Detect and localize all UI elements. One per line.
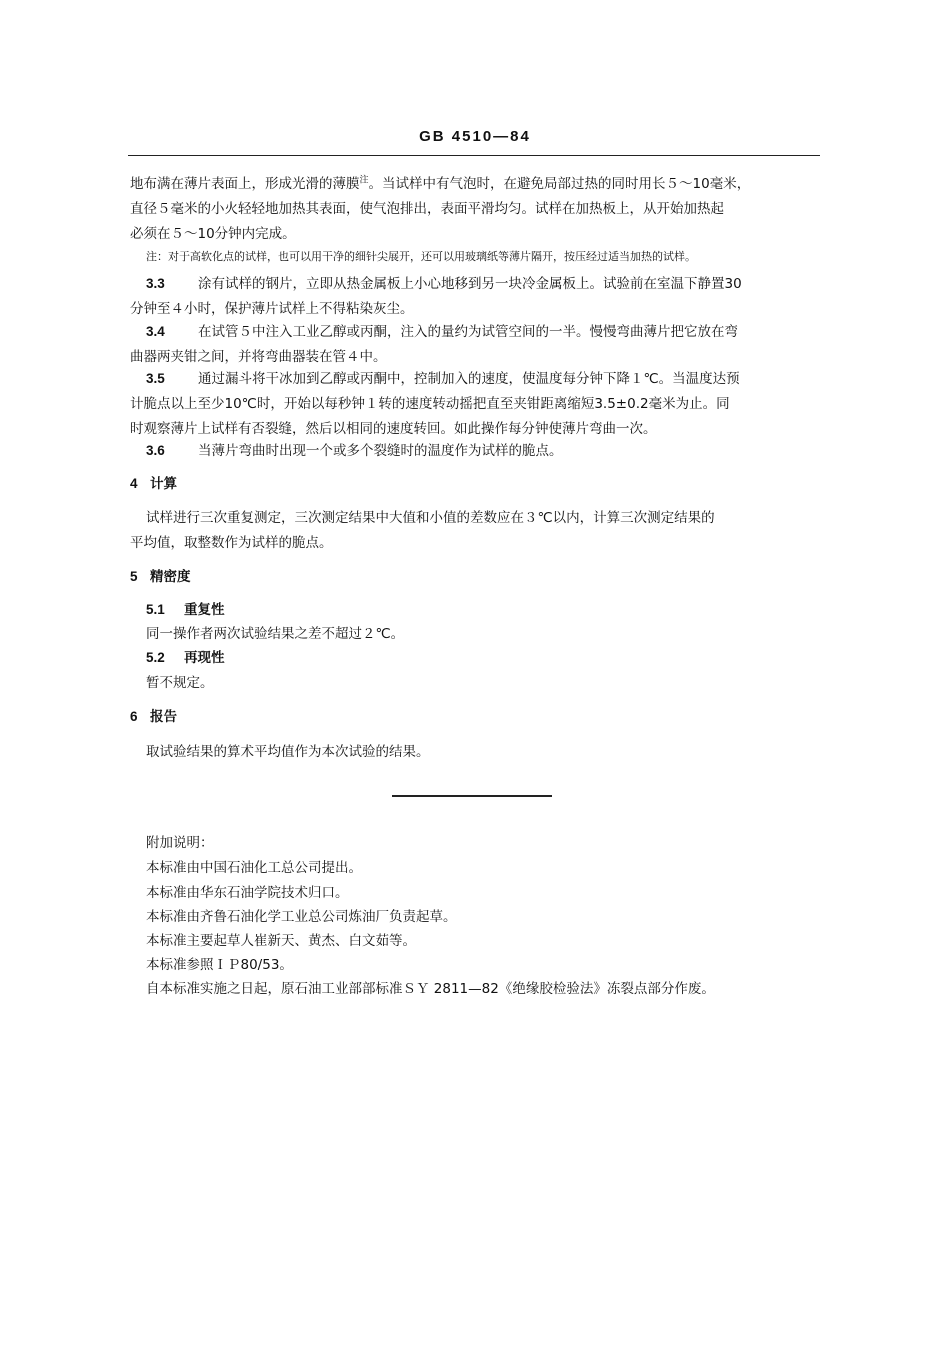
appendix-title: 附加说明：	[146, 835, 214, 851]
header-rule	[128, 155, 820, 156]
clause-3-3	[130, 271, 820, 322]
section-number: 4	[130, 476, 138, 491]
appendix-line: 本标准由齐鲁石油化学工业总公司炼油厂负责起草。	[146, 909, 457, 925]
standard-code-header: GB 4510—84	[419, 128, 531, 145]
clause-5-2-text: 暂不规定。	[146, 675, 214, 691]
appendix-line: 本标准由华东石油学院技术归口。	[146, 885, 349, 901]
text-line: 直径５毫米的小火轻轻地加热其表面，使气泡排出，表面平滑均匀。试样在加热板上，从开始加热起	[130, 201, 724, 217]
clause-5-2-heading	[146, 647, 225, 669]
text-line: 通过漏斗将干冰加到乙醇或丙酮中，控制加入的速度，使温度每分钟下降１℃。当温度达预	[198, 371, 740, 387]
clause-number: 3.5	[146, 371, 165, 386]
footnote-marker: 注	[359, 175, 369, 186]
clause-3-6	[130, 438, 820, 464]
section-number: 5	[130, 569, 138, 584]
text-line: 曲器两夹钳之间，并将弯曲器装在管４中。	[130, 349, 387, 365]
clause-5-1-heading	[146, 599, 225, 621]
section-6-text: 取试验结果的算术平均值作为本次试验的结果。	[146, 744, 430, 760]
text-line: 试样进行三次重复测定，三次测定结果中大值和小值的差数应在３℃以内，计算三次测定结果的	[146, 510, 715, 526]
section-title: 报告	[150, 709, 177, 725]
end-rule	[392, 795, 552, 797]
section-4-heading	[130, 473, 177, 495]
text-line: 涂有试样的钢片，立即从热金属板上小心地移到另一块冷金属板上。试验前在室温下静置30	[198, 276, 742, 292]
clause-number: 3.6	[146, 443, 165, 458]
clause-number: 5.1	[146, 602, 165, 617]
section-title: 计算	[150, 476, 177, 492]
clause-number: 3.4	[146, 324, 165, 339]
text-line: 时观察薄片上试样有否裂缝，然后以相同的速度转回。如此操作每分钟使薄片弯曲一次。	[130, 421, 657, 437]
section-6-heading	[130, 706, 177, 728]
text-line: 当薄片弯曲时出现一个或多个裂缝时的温度作为试样的脆点。	[198, 443, 563, 459]
section-title: 精密度	[150, 569, 191, 585]
appendix-line: 自本标准实施之日起，原石油工业部部标准ＳＹ 2811—82《绝缘胶检验法》冻裂点部分作废。	[146, 981, 715, 997]
clause-3-4	[130, 319, 820, 370]
section-number: 6	[130, 709, 138, 724]
text-segment: 。当试样中有气泡时，在避免局部过热的同时用长５～10毫米，	[368, 176, 751, 192]
clause-5-1-text: 同一操作者两次试验结果之差不超过２℃。	[146, 626, 405, 642]
clause-number: 5.2	[146, 650, 165, 665]
footnote: 注：对于高软化点的试样，也可以用干净的细针尖展开，还可以用玻璃纸等薄片隔开，按压经过适当加热的试样。	[146, 250, 696, 263]
section-5-heading	[130, 566, 191, 588]
appendix-line: 本标准主要起草人崔新天、黄杰、白文茹等。	[146, 933, 416, 949]
text-segment: 地布满在薄片表面上，形成光滑的薄膜	[130, 176, 360, 192]
text-line: 在试管５中注入工业乙醇或丙酮，注入的量约为试管空间的一半。慢慢弯曲薄片把它放在弯	[198, 324, 738, 340]
appendix-line: 本标准参照ＩＰ80/53。	[146, 957, 293, 973]
text-line: 平均值，取整数作为试样的脆点。	[130, 535, 333, 551]
clause-title: 重复性	[184, 602, 225, 618]
text-line: 分钟至４小时，保护薄片试样上不得粘染灰尘。	[130, 301, 414, 317]
appendix-line: 本标准由中国石油化工总公司提出。	[146, 860, 362, 876]
clause-title: 再现性	[184, 650, 225, 666]
section-4-body	[130, 506, 820, 556]
text-line: 计脆点以上至少10℃时，开始以每秒钟１转的速度转动摇把直至夹钳距离缩短3.5±0.2毫米为止。同	[130, 396, 730, 412]
text-line: 必须在５～10分钟内完成。	[130, 226, 296, 242]
clause-3-5	[130, 366, 820, 442]
clause-number: 3.3	[146, 276, 165, 291]
paragraph-continuation	[130, 172, 820, 247]
text-line	[130, 172, 820, 197]
